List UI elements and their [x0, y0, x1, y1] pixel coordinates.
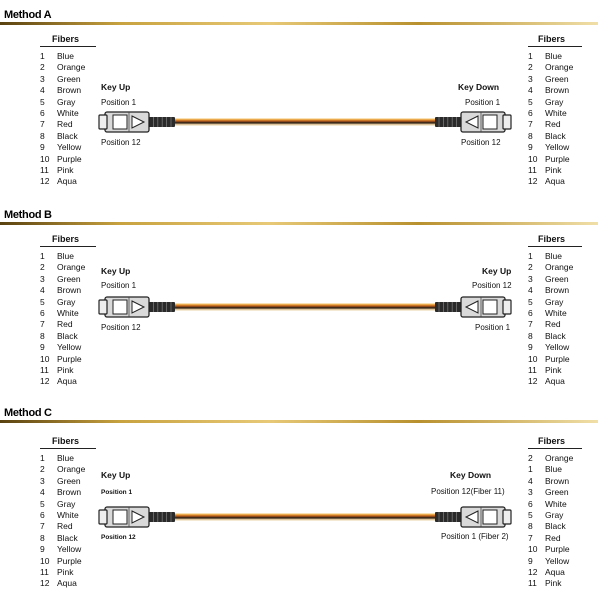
fiber-number: 3: [528, 487, 533, 498]
method-b-title: Method B: [4, 209, 52, 221]
left-connector: [99, 297, 175, 317]
fiber-row: [528, 251, 590, 262]
fiber-number: 9: [528, 142, 533, 153]
fiber-color-name: Red: [57, 319, 73, 330]
method-a-title-bar: [0, 8, 600, 26]
fibers-header: Fibers: [40, 436, 96, 449]
method-a-right-fiber-list: [528, 34, 590, 188]
fiber-row: [528, 85, 590, 96]
fiber-row: [40, 262, 102, 273]
fiber-color-name: Orange: [57, 464, 86, 475]
fiber-number: 8: [40, 532, 45, 543]
fiber-number: 4: [528, 85, 533, 96]
connector-ferrule: [99, 300, 107, 314]
fiber-color-name: Pink: [57, 566, 74, 577]
fiber-row: [528, 476, 590, 487]
fiber-number: 11: [40, 566, 49, 577]
fiber-row: [40, 97, 102, 108]
fiber-row: [528, 578, 590, 589]
cable-fiber-stripe: [175, 520, 435, 521]
fiber-number: 11: [528, 578, 537, 589]
fiber-row: [40, 342, 102, 353]
fiber-number: 11: [528, 364, 537, 375]
fiber-color-name: Red: [545, 532, 561, 543]
fiber-row: [528, 521, 590, 532]
fiber-number: 10: [528, 153, 538, 164]
method-c-right-fiber-list: [528, 436, 590, 590]
fiber-row: [40, 354, 102, 365]
fiber-number: 5: [528, 96, 533, 107]
fiber-color-name: Red: [57, 521, 73, 532]
fiber-color-name: Orange: [545, 453, 574, 463]
fiber-number: 8: [528, 130, 533, 141]
fiber-row: [528, 51, 590, 62]
fiber-color-name: Green: [545, 73, 569, 84]
fiber-number: 8: [40, 130, 45, 141]
fiber-color-name: Purple: [57, 353, 82, 364]
fiber-number: 11: [40, 364, 49, 375]
fiber-row: [40, 108, 102, 119]
fiber-row: [528, 331, 590, 342]
fiber-number: 7: [528, 119, 533, 130]
fiber-number: 9: [40, 544, 45, 555]
left-position-bottom: Position 12: [101, 534, 136, 541]
fiber-row: [528, 165, 590, 176]
connector-ferrule: [99, 510, 107, 524]
fiber-row: [528, 453, 590, 464]
fiber-row: [40, 567, 102, 578]
fiber-row: [40, 165, 102, 176]
fiber-number: 5: [40, 498, 45, 509]
fiber-number: 12: [528, 566, 538, 577]
fiber-color-name: Gray: [57, 96, 76, 107]
fiber-color-name: Blue: [545, 51, 563, 61]
fiber-color-name: Black: [545, 521, 566, 532]
fiber-number: 12: [40, 578, 50, 589]
fiber-color-name: Aqua: [57, 578, 77, 589]
fiber-color-name: Purple: [545, 153, 570, 164]
fiber-number: 6: [40, 307, 45, 318]
method-c-cable-assembly: [95, 497, 515, 537]
fiber-color-name: Brown: [57, 285, 82, 296]
method-c-title: Method C: [4, 407, 52, 419]
method-c-section: [0, 398, 600, 593]
fiber-color-name: White: [57, 107, 79, 118]
fiber-row: [528, 487, 590, 498]
fiber-number: 2: [528, 262, 533, 273]
left-position-top: Position 1: [101, 281, 137, 290]
connector-ferrule: [503, 115, 511, 129]
fiber-number: 5: [40, 296, 45, 307]
right-position-bottom: Position 1 (Fiber 2): [441, 532, 509, 541]
fiber-row: [40, 578, 102, 589]
fiber-color-name: Pink: [545, 164, 562, 175]
fiber-row: [40, 487, 102, 498]
fiber-number: 4: [40, 487, 45, 498]
fiber-row: [40, 510, 102, 521]
connector-ferrule: [99, 115, 107, 129]
fiber-number: 9: [40, 142, 45, 153]
fiber-color-name: Black: [57, 532, 78, 543]
fiber-row: [528, 62, 590, 73]
fiber-row: [40, 154, 102, 165]
method-a-cable-assembly: [95, 102, 515, 142]
fiber-number: 4: [528, 285, 533, 296]
fiber-number: 1: [40, 51, 45, 61]
fiber-row: [528, 97, 590, 108]
right-position-top: Position 12: [472, 281, 512, 290]
fiber-color-name: Gray: [545, 509, 564, 520]
fiber-color-name: Black: [545, 130, 566, 141]
method-b-left-fiber-list: [40, 234, 102, 388]
fiber-row: [528, 262, 590, 273]
fiber-row: [40, 274, 102, 285]
fiber-number: 1: [40, 453, 45, 463]
fiber-number: 10: [528, 544, 538, 555]
fiber-row: [40, 62, 102, 73]
fibers-header: Fibers: [528, 34, 582, 47]
fiber-row: [40, 119, 102, 130]
fiber-row: [528, 510, 590, 521]
method-b-right-fiber-list: [528, 234, 590, 388]
fiber-color-name: Blue: [57, 51, 75, 61]
fiber-number: 7: [528, 319, 533, 330]
right-connector: [435, 112, 511, 132]
fiber-number: 3: [528, 273, 533, 284]
fiber-color-name: Aqua: [57, 176, 77, 187]
fiber-row: [528, 464, 590, 475]
fiber-row: [528, 119, 590, 130]
connector-label-plate: [483, 300, 497, 314]
fiber-row: [40, 476, 102, 487]
fiber-number: 10: [40, 353, 50, 364]
fiber-color-name: Pink: [545, 364, 562, 375]
fiber-row: [40, 365, 102, 376]
right-key-label: Key Down: [450, 470, 492, 480]
connector-label-plate: [113, 115, 127, 129]
fiber-color-name: Gray: [57, 296, 76, 307]
fiber-row: [40, 285, 102, 296]
title-divider: [0, 420, 598, 423]
fiber-color-name: Red: [57, 119, 73, 130]
fiber-row: [40, 499, 102, 510]
fiber-number: 5: [40, 96, 45, 107]
fiber-row: [528, 274, 590, 285]
fiber-color-name: Green: [545, 273, 569, 284]
fiber-row: [528, 342, 590, 353]
right-connector: [435, 507, 511, 527]
fiber-row: [40, 556, 102, 567]
fiber-row: [40, 453, 102, 464]
fiber-row: [528, 544, 590, 555]
fiber-color-name: Blue: [545, 464, 563, 475]
fiber-number: 2: [528, 453, 533, 463]
fiber-number: 6: [528, 107, 533, 118]
fiber-row: [40, 376, 102, 387]
right-connector: [435, 297, 511, 317]
fiber-color-name: Orange: [57, 262, 86, 273]
fiber-row: [528, 308, 590, 319]
fiber-row: [528, 142, 590, 153]
fiber-color-name: Brown: [545, 475, 570, 486]
fiber-row: [528, 556, 590, 567]
fiber-row: [528, 176, 590, 187]
fiber-color-name: Red: [545, 319, 561, 330]
fiber-color-name: Green: [545, 487, 569, 498]
fiber-row: [528, 319, 590, 330]
fiber-color-name: Aqua: [545, 566, 565, 577]
fiber-number: 2: [40, 62, 45, 73]
right-key-label: Key Up: [482, 266, 512, 276]
left-key-label: Key Up: [101, 470, 131, 480]
fiber-number: 9: [40, 342, 45, 353]
fiber-number: 6: [40, 107, 45, 118]
fiber-color-name: Purple: [545, 544, 570, 555]
fiber-color-name: Aqua: [545, 176, 565, 187]
fiber-row: [528, 74, 590, 85]
fiber-number: 6: [528, 498, 533, 509]
fiber-color-name: Yellow: [545, 342, 570, 353]
fiber-color-name: Pink: [57, 364, 74, 375]
fiber-color-name: Brown: [545, 285, 570, 296]
fiber-color-name: Pink: [57, 164, 74, 175]
fiber-number: 11: [40, 164, 49, 175]
right-position-top: Position 12(Fiber 11): [431, 487, 505, 496]
fiber-row: [528, 108, 590, 119]
cable-fiber-stripe: [175, 310, 435, 311]
fiber-number: 3: [40, 273, 45, 284]
left-key-label: Key Up: [101, 82, 131, 92]
fiber-number: 10: [40, 153, 50, 164]
fiber-color-name: Purple: [57, 555, 82, 566]
fiber-color-name: Pink: [545, 578, 562, 589]
fiber-row: [40, 176, 102, 187]
fiber-row: [528, 567, 590, 578]
fiber-row: [40, 142, 102, 153]
connector-label-plate: [113, 300, 127, 314]
method-b-title-bar: [0, 208, 600, 226]
fiber-number: 5: [528, 509, 533, 520]
fiber-number: 2: [40, 464, 45, 475]
fiber-number: 3: [40, 475, 45, 486]
fiber-color-name: White: [57, 509, 79, 520]
fiber-number: 1: [528, 251, 533, 261]
method-a-left-fiber-list: [40, 34, 102, 188]
fiber-number: 12: [528, 176, 538, 187]
fiber-color-name: Orange: [545, 62, 574, 73]
fiber-color-name: Gray: [545, 296, 564, 307]
fiber-color-name: Gray: [57, 498, 76, 509]
left-position-bottom: Position 12: [101, 323, 141, 332]
method-a-title: Method A: [4, 9, 52, 21]
fibers-header: Fibers: [528, 436, 582, 449]
fiber-number: 4: [40, 85, 45, 96]
fiber-number: 7: [40, 319, 45, 330]
fiber-color-name: Orange: [545, 262, 574, 273]
fiber-number: 9: [528, 555, 533, 566]
fiber-row: [40, 297, 102, 308]
method-b-cable-assembly: [95, 287, 515, 327]
fiber-row: [40, 331, 102, 342]
fiber-row: [40, 251, 102, 262]
fiber-color-name: Aqua: [545, 376, 565, 387]
fiber-number: 6: [40, 509, 45, 520]
connector-ferrule: [503, 510, 511, 524]
left-connector: [99, 507, 175, 527]
fibers-header: Fibers: [528, 234, 582, 247]
right-position-bottom: Position 12: [461, 138, 501, 147]
fiber-row: [528, 285, 590, 296]
fiber-number: 12: [528, 376, 538, 387]
fiber-color-name: Brown: [57, 85, 82, 96]
fiber-color-name: Yellow: [57, 342, 82, 353]
fiber-number: 1: [528, 51, 533, 61]
left-connector: [99, 112, 175, 132]
fiber-row: [40, 131, 102, 142]
fiber-color-name: White: [545, 107, 567, 118]
fiber-color-name: Black: [57, 330, 78, 341]
fiber-number: 9: [528, 342, 533, 353]
fiber-color-name: Green: [57, 475, 81, 486]
fiber-number: 2: [40, 262, 45, 273]
fiber-row: [40, 544, 102, 555]
fiber-number: 8: [40, 330, 45, 341]
fiber-row: [528, 154, 590, 165]
fiber-number: 7: [40, 119, 45, 130]
fiber-number: 2: [528, 62, 533, 73]
fiber-number: 10: [528, 353, 538, 364]
fiber-number: 8: [528, 521, 533, 532]
fiber-row: [528, 533, 590, 544]
fiber-number: 10: [40, 555, 50, 566]
fiber-color-name: Yellow: [545, 142, 570, 153]
fiber-row: [528, 354, 590, 365]
fiber-row: [40, 85, 102, 96]
fiber-color-name: Aqua: [57, 376, 77, 387]
left-position-top: Position 1: [101, 489, 133, 496]
method-c-title-bar: [0, 406, 600, 424]
fiber-color-name: Yellow: [57, 544, 82, 555]
fiber-row: [528, 376, 590, 387]
left-key-label: Key Up: [101, 266, 131, 276]
fiber-color-name: Green: [57, 273, 81, 284]
fiber-number: 12: [40, 376, 50, 387]
fibers-header: Fibers: [40, 34, 96, 47]
fiber-color-name: White: [545, 307, 567, 318]
fibers-header: Fibers: [40, 234, 96, 247]
fiber-color-name: Blue: [545, 251, 563, 261]
fiber-row: [40, 319, 102, 330]
fiber-number: 3: [40, 73, 45, 84]
cable-fiber-stripe: [175, 125, 435, 126]
fiber-row: [40, 521, 102, 532]
fiber-row: [528, 365, 590, 376]
fiber-color-name: Yellow: [57, 142, 82, 153]
fiber-row: [528, 297, 590, 308]
fiber-row: [40, 74, 102, 85]
right-position-top: Position 1: [465, 98, 501, 107]
fiber-number: 4: [40, 285, 45, 296]
fiber-color-name: Black: [545, 330, 566, 341]
fiber-color-name: Red: [545, 119, 561, 130]
method-c-left-fiber-list: [40, 436, 102, 590]
fiber-number: 7: [40, 521, 45, 532]
left-position-bottom: Position 12: [101, 138, 141, 147]
right-position-bottom: Position 1: [475, 323, 511, 332]
connector-ferrule: [503, 300, 511, 314]
fiber-number: 4: [528, 475, 533, 486]
fiber-number: 6: [528, 307, 533, 318]
fiber-color-name: Purple: [57, 153, 82, 164]
fiber-number: 1: [40, 251, 45, 261]
fiber-row: [40, 308, 102, 319]
fiber-color-name: Brown: [57, 487, 82, 498]
fiber-color-name: Gray: [545, 96, 564, 107]
fiber-color-name: Brown: [545, 85, 570, 96]
fiber-number: 12: [40, 176, 50, 187]
fiber-color-name: Orange: [57, 62, 86, 73]
left-position-top: Position 1: [101, 98, 137, 107]
fiber-color-name: Blue: [57, 251, 75, 261]
connector-label-plate: [113, 510, 127, 524]
fiber-color-name: White: [545, 498, 567, 509]
fiber-number: 1: [528, 464, 533, 475]
fiber-number: 5: [528, 296, 533, 307]
fiber-number: 7: [528, 532, 533, 543]
fiber-color-name: Green: [57, 73, 81, 84]
connector-label-plate: [483, 115, 497, 129]
fiber-number: 11: [528, 164, 537, 175]
fiber-row: [40, 464, 102, 475]
method-a-section: [0, 0, 600, 195]
method-b-section: [0, 200, 600, 395]
right-key-label: Key Down: [458, 82, 500, 92]
fiber-number: 8: [528, 330, 533, 341]
fiber-color-name: White: [57, 307, 79, 318]
fiber-color-name: Black: [57, 130, 78, 141]
fiber-row: [40, 533, 102, 544]
title-divider: [0, 222, 598, 225]
fiber-color-name: Purple: [545, 353, 570, 364]
fiber-row: [528, 131, 590, 142]
fiber-color-name: Yellow: [545, 555, 570, 566]
fiber-row: [528, 499, 590, 510]
fiber-color-name: Blue: [57, 453, 75, 463]
fiber-number: 3: [528, 73, 533, 84]
fiber-row: [40, 51, 102, 62]
title-divider: [0, 22, 598, 25]
connector-label-plate: [483, 510, 497, 524]
